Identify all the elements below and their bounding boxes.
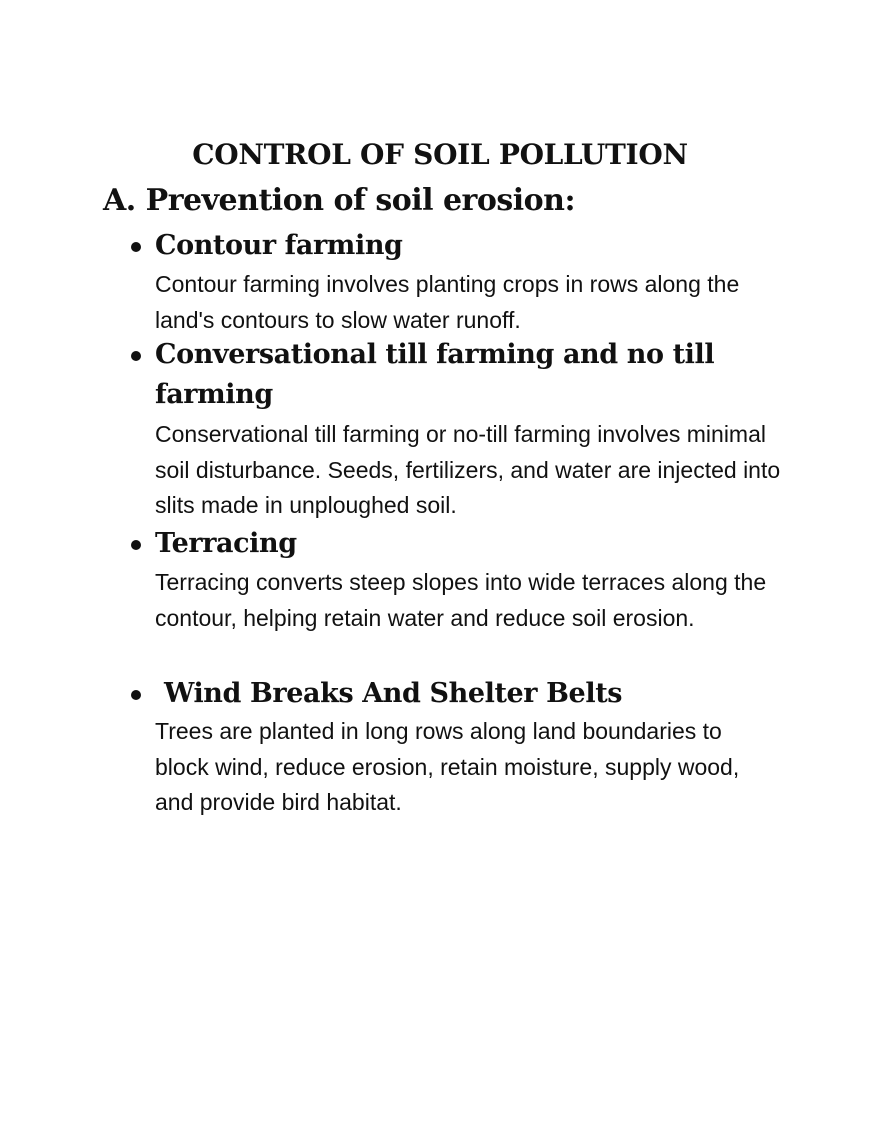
list-item-conservational-till xyxy=(155,335,795,524)
list-item-contour-farming xyxy=(155,226,795,338)
item-description: Terracing converts steep slopes into wide terraces along the contour, helping retain water and reduce soil erosion. xyxy=(155,569,767,631)
list-item-wind-breaks xyxy=(155,674,795,821)
bullet-icon xyxy=(131,242,141,252)
item-description: Contour farming involves planting crops in rows along the land's contours to slow water runoff. xyxy=(155,271,740,333)
item-title: Conversational till farming and no till farming xyxy=(155,339,715,410)
item-title: Wind Breaks And Shelter Belts xyxy=(155,678,623,709)
page-title: CONTROL OF SOIL POLLUTION xyxy=(192,138,688,171)
item-title: Terracing xyxy=(155,528,297,559)
item-description: Trees are planted in long rows along land boundaries to block wind, reduce erosion, retain moisture, supply wood, and provide bird habitat. xyxy=(155,718,740,815)
bullet-icon xyxy=(131,351,141,361)
item-title: Contour farming xyxy=(155,230,403,261)
bullet-icon xyxy=(131,540,141,550)
item-description: Conservational till farming or no-till farming involves minimal soil disturbance. Seeds, fertilizers, and water are injected into slits made in unploughed soil. xyxy=(155,421,781,518)
list-item-terracing xyxy=(155,524,795,636)
section-heading: A. Prevention of soil erosion: xyxy=(103,183,576,218)
bullet-icon xyxy=(131,690,141,700)
